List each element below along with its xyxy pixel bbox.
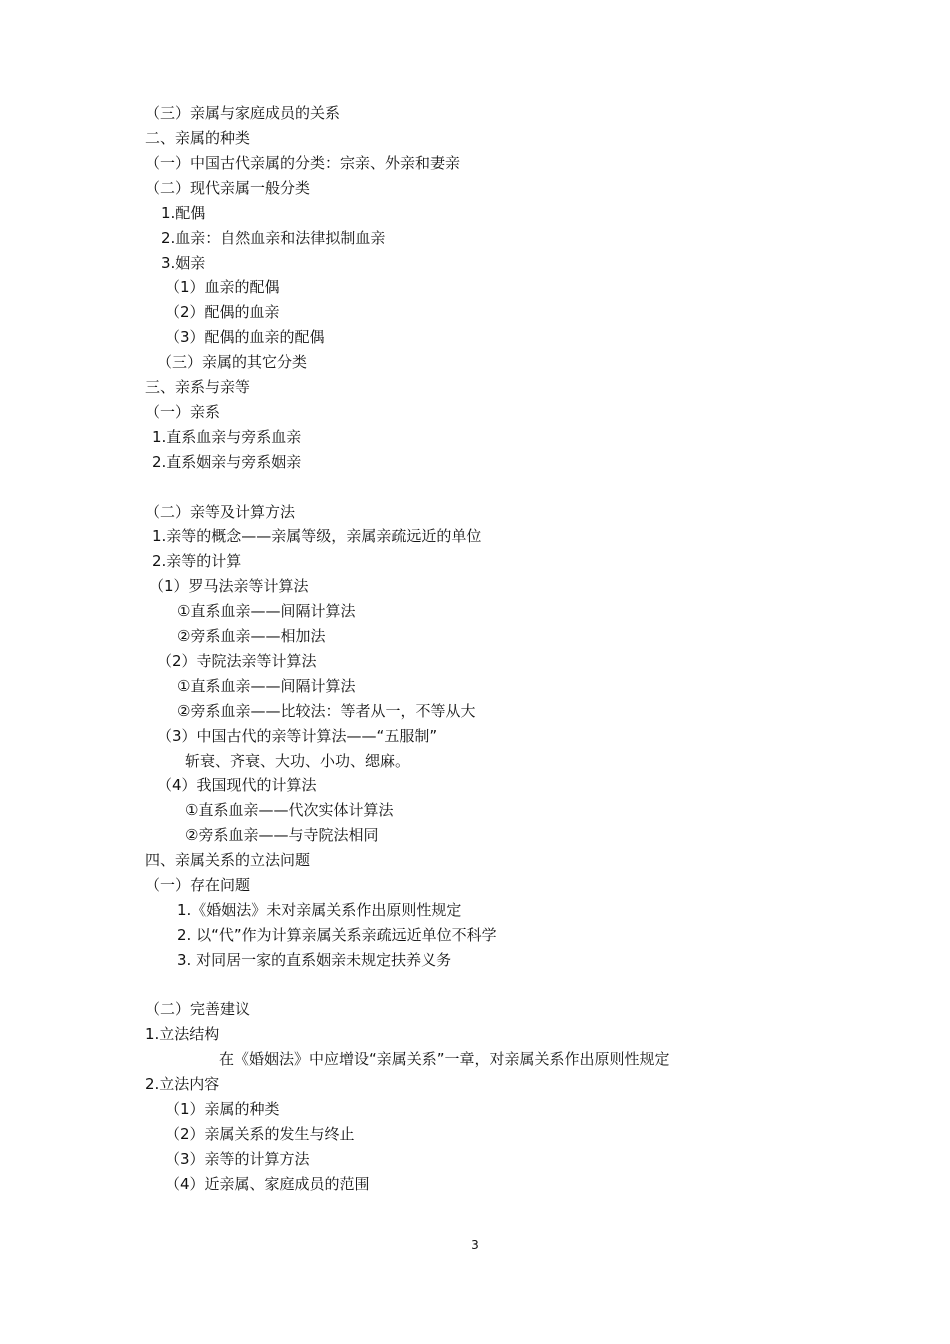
text-line: 斩衰、齐衰、大功、小功、缌麻。 — [185, 752, 411, 770]
text-line: 3.姻亲 — [161, 254, 206, 272]
text-line: 2. 以“代”作为计算亲属关系亲疏远近单位不科学 — [177, 926, 497, 944]
text-line: （二）现代亲属一般分类 — [145, 179, 311, 197]
text-line: 2.立法内容 — [145, 1075, 220, 1093]
text-line: （三）亲属的其它分类 — [157, 353, 308, 371]
text-line: 3. 对同居一家的直系姻亲未规定扶养义务 — [177, 951, 452, 969]
text-line: （二）完善建议 — [145, 1000, 251, 1018]
text-line: （3）中国古代的亲等计算法——“五服制” — [157, 727, 438, 745]
text-line: 1.《婚姻法》未对亲属关系作出原则性规定 — [177, 901, 462, 919]
text-line: ①直系血亲——代次实体计算法 — [185, 801, 394, 819]
text-line: 四、亲属关系的立法问题 — [145, 851, 311, 869]
text-line: 二、亲属的种类 — [145, 129, 251, 147]
text-line: （一）中国古代亲属的分类：宗亲、外亲和妻亲 — [145, 154, 461, 172]
page-number: 3 — [471, 1238, 479, 1252]
text-line: （一）存在问题 — [145, 876, 251, 894]
text-line: 2.血亲：自然血亲和法律拟制血亲 — [161, 229, 386, 247]
text-line: （1）血亲的配偶 — [165, 278, 280, 296]
text-line: 1.配偶 — [161, 204, 206, 222]
text-line: （3）亲等的计算方法 — [165, 1150, 310, 1168]
text-line: （三）亲属与家庭成员的关系 — [145, 104, 341, 122]
text-line: 1.直系血亲与旁系血亲 — [152, 428, 302, 446]
text-line: 2.直系姻亲与旁系姻亲 — [152, 453, 302, 471]
text-line: 在《婚姻法》中应增设“亲属关系”一章，对亲属关系作出原则性规定 — [219, 1050, 670, 1068]
text-line: ①直系血亲——间隔计算法 — [177, 677, 356, 695]
text-line: ①直系血亲——间隔计算法 — [177, 602, 356, 620]
text-line: 1.亲等的概念——亲属等级，亲属亲疏远近的单位 — [152, 527, 482, 545]
text-line: ②旁系血亲——与寺院法相同 — [185, 826, 379, 844]
text-line: ②旁系血亲——相加法 — [177, 627, 326, 645]
text-line: （4）近亲属、家庭成员的范围 — [165, 1175, 370, 1193]
text-line: （1）亲属的种类 — [165, 1100, 280, 1118]
text-line: ②旁系血亲——比较法：等者从一，不等从大 — [177, 702, 476, 720]
text-line: 1.立法结构 — [145, 1025, 220, 1043]
text-line: （2）寺院法亲等计算法 — [157, 652, 317, 670]
text-line: 2.亲等的计算 — [152, 552, 242, 570]
text-line: （1）罗马法亲等计算法 — [149, 577, 309, 595]
text-line: （一）亲系 — [145, 403, 221, 421]
text-line: （2）亲属关系的发生与终止 — [165, 1125, 355, 1143]
text-line: （二）亲等及计算方法 — [145, 503, 296, 521]
text-line: （2）配偶的血亲 — [165, 303, 280, 321]
text-line: （4）我国现代的计算法 — [157, 776, 317, 794]
text-line: （3）配偶的血亲的配偶 — [165, 328, 325, 346]
text-line: 三、亲系与亲等 — [145, 378, 251, 396]
